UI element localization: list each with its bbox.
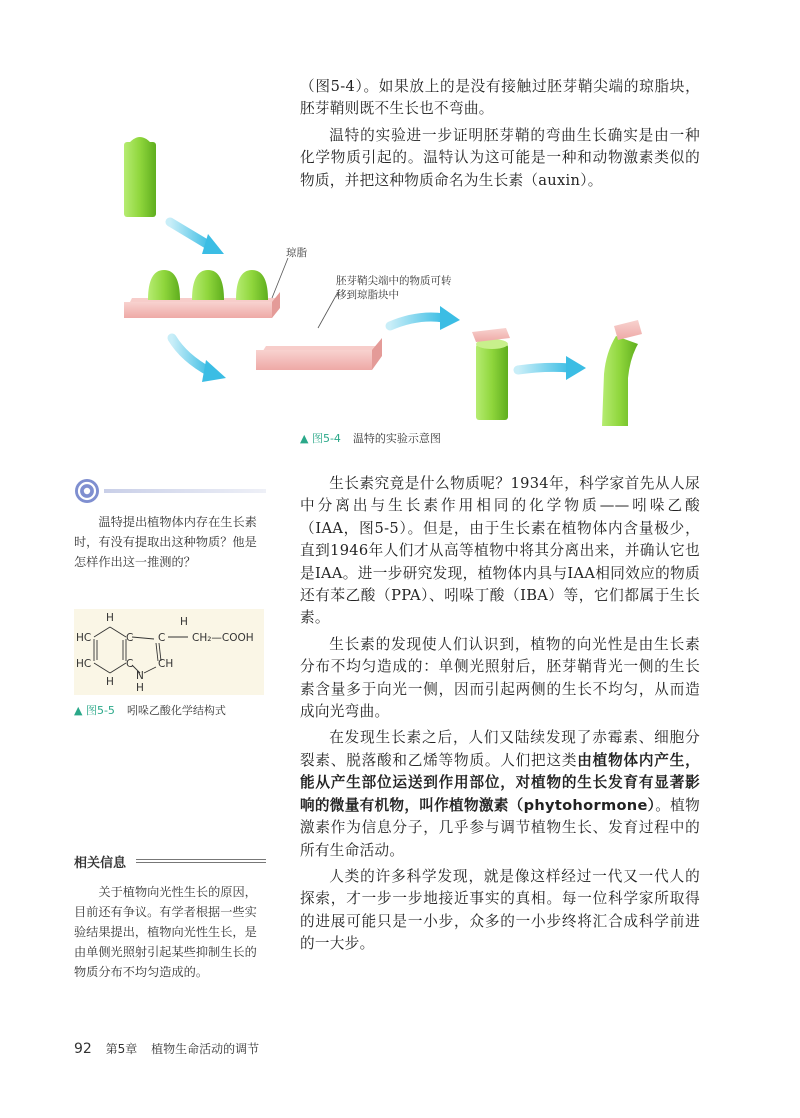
chapter-title: 植物生命活动的调节 <box>151 1042 260 1056</box>
paragraph-5: 在发现生长素之后，人们又陆续发现了赤霉素、细胞分裂素、脱落酸和乙烯等物质。人们把这类由植物体内产生，能从产生部位运送到作用部位，对植物的生长发育有显著影响的微量有机物，叫作植物激素（phytohormone）。植物激素作为信息分子，几乎参与调节植物生长、发育过程中的所有生命活动。 <box>300 729 701 859</box>
atom-side-chain: CH₂—COOH <box>192 632 254 644</box>
related-info-title: 相关信息 <box>74 856 127 871</box>
related-info-text: 关于植物向光性生长的原因，目前还有争议。有学者根据一些实验结果提出，植物向光性生长，是由单侧光照射引起某些抑制生长的物质分布不均匀造成的。 <box>74 885 257 979</box>
paragraph-1-continued: （图5-4）。如果放上的是没有接触过胚芽鞘尖端的琼脂块，胚芽鞘则既不生长也不弯曲。 <box>300 78 700 118</box>
atom-h-top-left: H <box>106 612 114 624</box>
paragraph-4: 生长素的发现使人们认识到，植物的向光性是由生长素分布不均匀造成的：单侧光照射后，胚芽鞘背光一侧的生长素含量多于向光一侧，因而引起两侧的生长不均匀，从而造成向光弯曲。 <box>300 635 700 721</box>
atom-h-on-n: H <box>136 682 144 694</box>
definition-plant-hormone: 由植物体内产生，能从产生部位运送到作用部位，对植物的生长发育有显著影响的微量有机物，叫作植物激素（phytohormone） <box>300 751 701 814</box>
main-text-bottom <box>300 473 700 956</box>
think-question: 温特提出植物体内存在生长素时，有没有提取出这种物质？他是怎样作出这一推测的？ <box>74 515 257 569</box>
agar-block-with-tips <box>124 270 280 318</box>
paragraph-2: 温特的实验进一步证明胚芽鞘的弯曲生长确实是由一种化学物质引起的。温特认为这可能是一种和动物激素类似的物质，并把这种物质命名为生长素（auxin）。 <box>300 126 700 189</box>
caption-figure-5-5: ▲ 图5-5 吲哚乙酸化学结构式 <box>74 704 226 717</box>
atom-c-alpha: C <box>158 632 166 644</box>
page-number: 92 <box>74 1041 92 1057</box>
sidebar-think <box>74 478 266 572</box>
caption-figure-5-4: ▲ 图5-4 温特的实验示意图 <box>300 432 441 445</box>
arrow-icon <box>518 356 586 380</box>
atom-ch: CH <box>158 658 174 670</box>
label-agar: 琼脂 <box>286 247 307 259</box>
atom-c-lower: C <box>126 658 134 670</box>
paragraph-6: 人类的许多科学发现，就是像这样经过一代又一代人的探索，才一步一步地接近事实的真相。每一位科学家所取得的进展可能只是一小步，众多的一小步终将汇合成科学前进的一大步。 <box>300 867 700 953</box>
iaa-structure <box>74 609 264 695</box>
bent-coleoptile <box>602 320 642 426</box>
think-icon <box>74 478 100 504</box>
label-substance-transfer: 胚芽鞘尖端中的物质可转移到琼脂块中 <box>336 275 452 301</box>
sidebar-related-info <box>74 852 266 982</box>
atom-hc-lower: HC <box>76 658 92 670</box>
arrow-icon <box>172 338 226 382</box>
chapter-number: 第5章 <box>105 1042 138 1056</box>
coleoptile-tip <box>124 137 156 217</box>
arrow-icon <box>390 306 460 330</box>
figure-5-4 <box>110 130 690 430</box>
paragraph-3: 生长素究竟是什么物质呢？1934年，科学家首先从人尿中分离出与生长素作用相同的化学物质——吲哚乙酸（IAA，图5-5）。但是，由于生长素在植物体内含量极少，直到1946年人们才从高等植物中将其分离出来，并确认它也是IAA。进一步研究发现，植物体内具与IAA相同效应的物质还有苯乙酸（PPA）、吲哚丁酸（IBA）等，它们都属于生长素。 <box>300 475 700 627</box>
atom-h-bottom-left: H <box>106 676 114 688</box>
atom-c-upper: C <box>126 632 134 644</box>
figure-5-5 <box>74 609 264 695</box>
page-footer <box>74 1040 259 1057</box>
atom-h-top-right: H <box>180 616 188 628</box>
triangle-icon: ▲ <box>300 432 309 445</box>
related-info-header <box>74 852 266 870</box>
atom-hc-upper: HC <box>76 632 92 644</box>
agar-block <box>256 338 382 370</box>
atom-n: N <box>136 670 144 682</box>
arrow-icon <box>170 222 224 254</box>
triangle-icon: ▲ <box>74 704 83 717</box>
think-header <box>74 478 266 504</box>
decapitated-coleoptile <box>472 328 510 420</box>
